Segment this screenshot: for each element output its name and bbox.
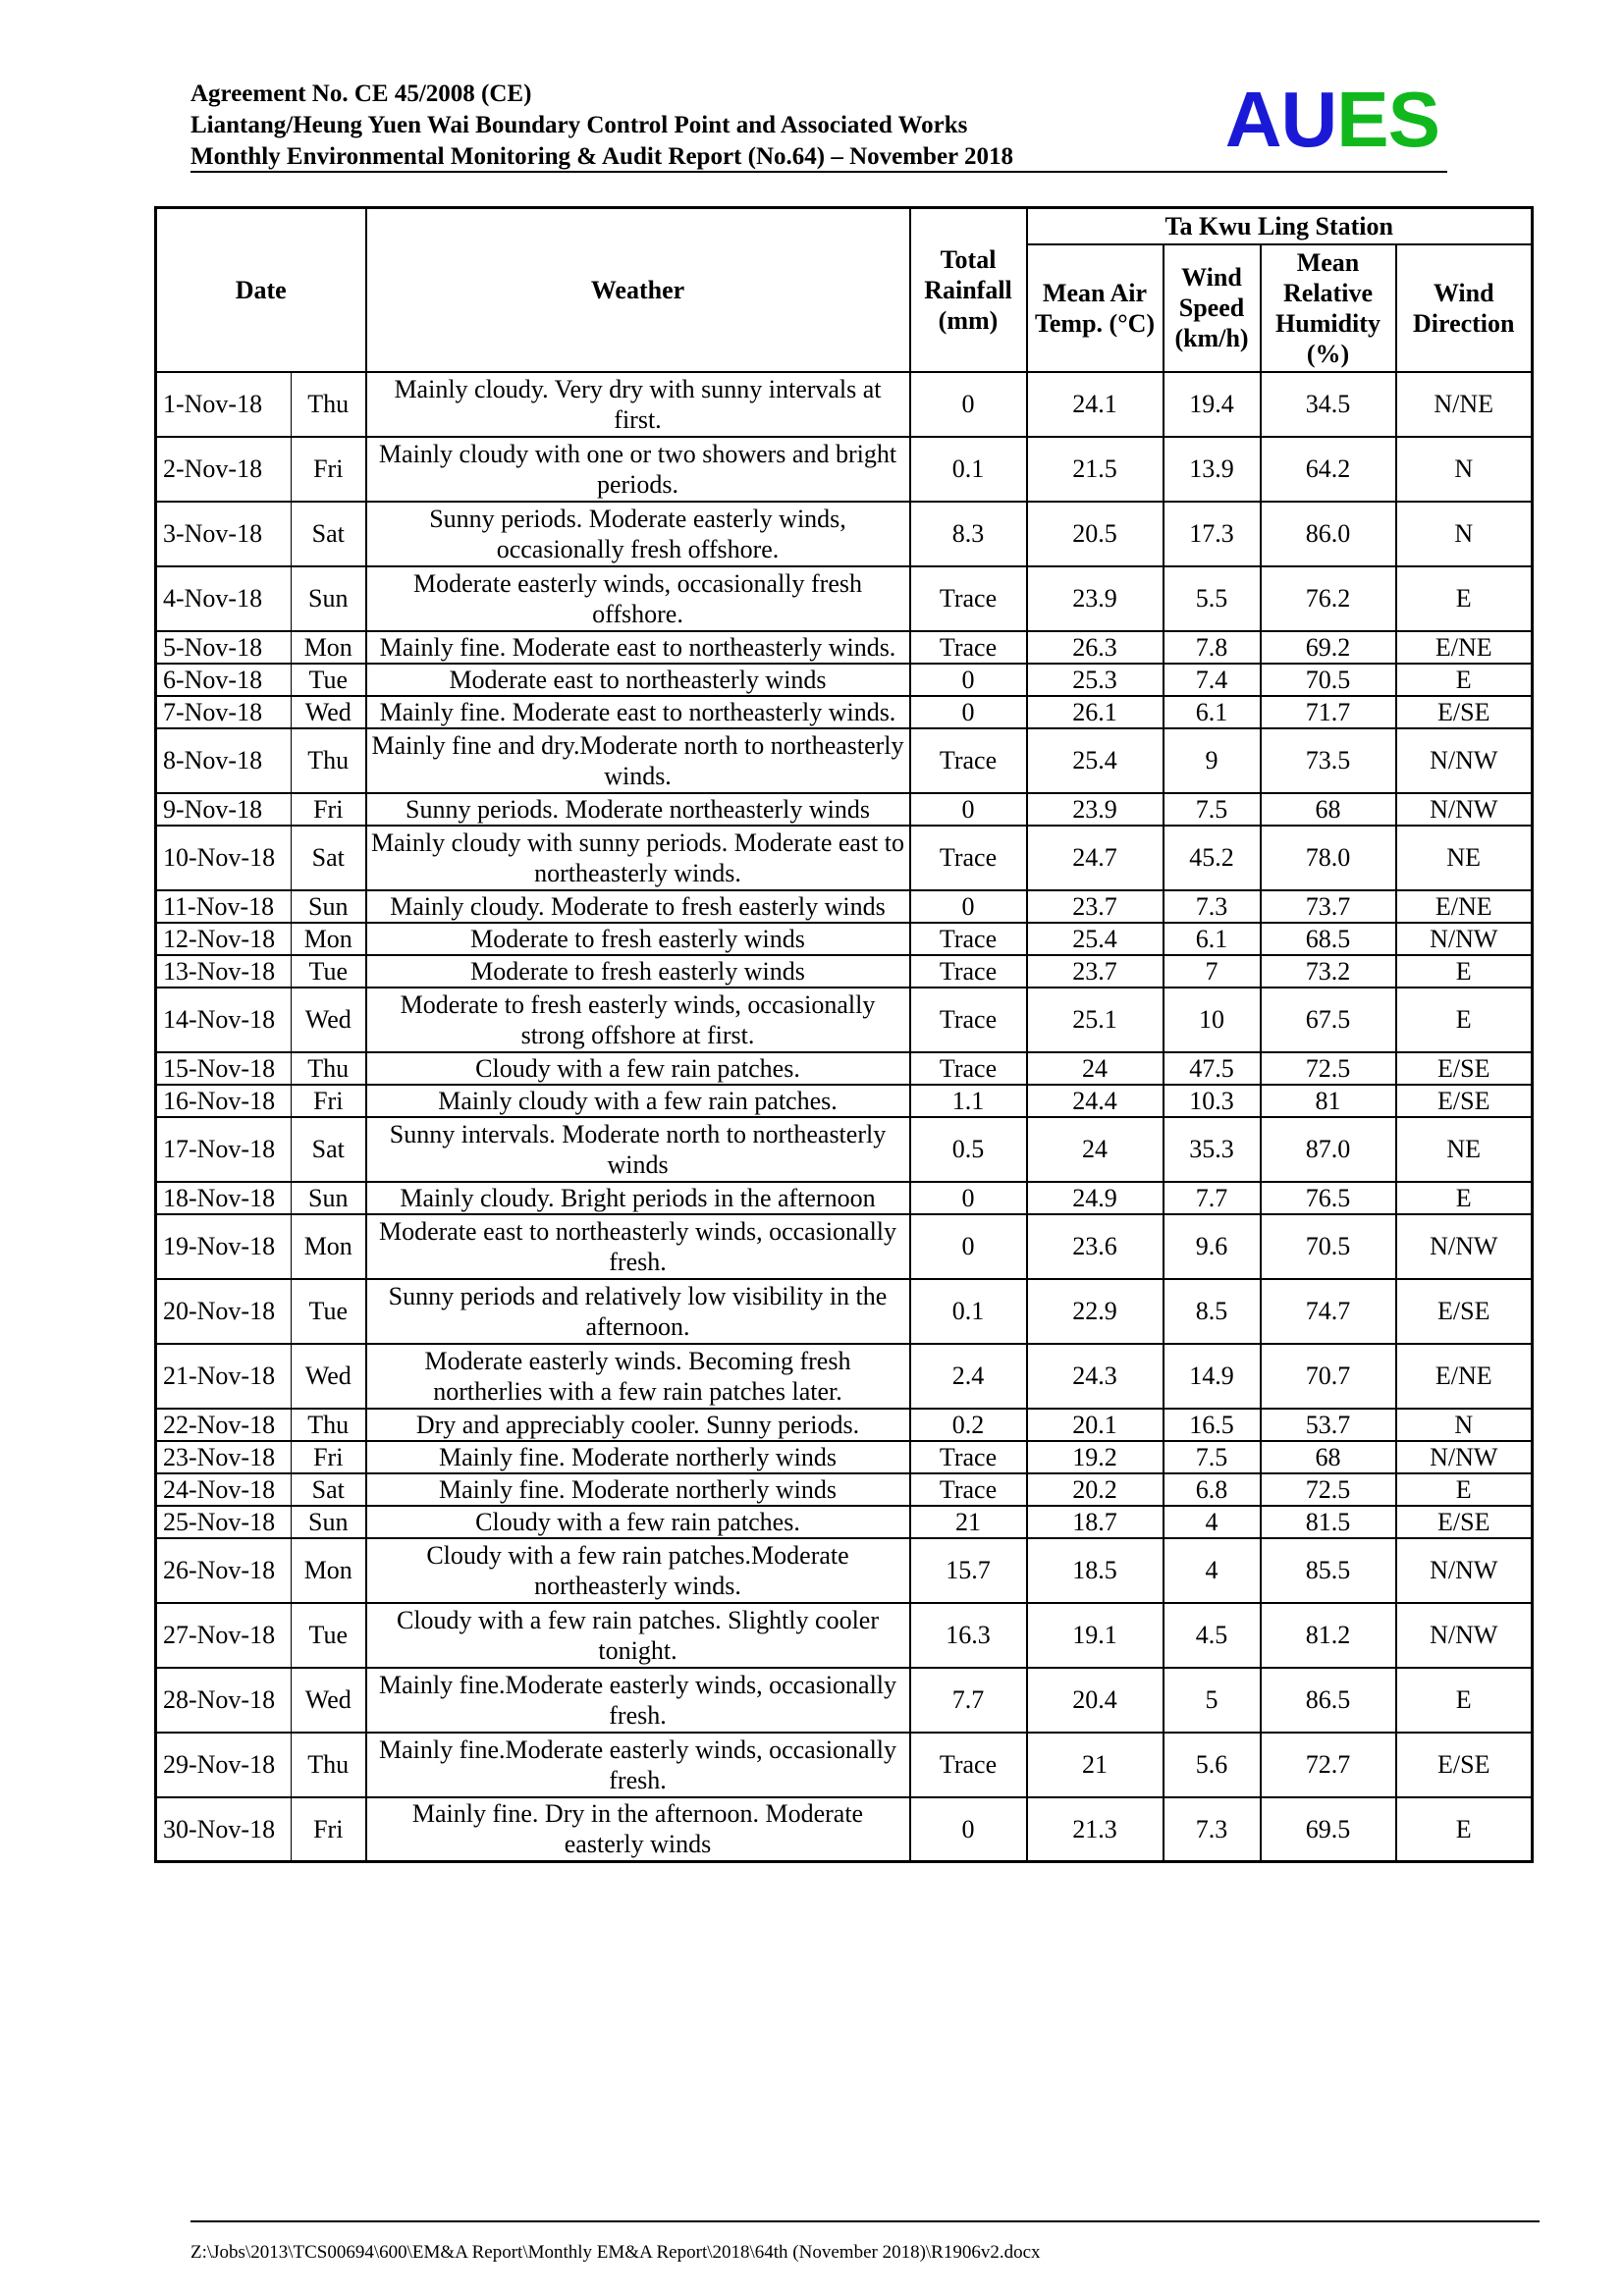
wind-direction-cell: N bbox=[1396, 1409, 1533, 1441]
table-row bbox=[156, 372, 1533, 437]
date-cell: 10-Nov-18 bbox=[156, 826, 292, 890]
day-cell: Wed bbox=[292, 1668, 366, 1733]
rainfall-cell: 2.4 bbox=[910, 1344, 1027, 1409]
table-row bbox=[156, 923, 1533, 955]
wind-direction-cell: E bbox=[1396, 1182, 1533, 1214]
humidity-cell: 81.5 bbox=[1261, 1506, 1396, 1538]
day-cell: Tue bbox=[292, 1603, 366, 1668]
wind-speed-cell: 7.7 bbox=[1164, 1182, 1261, 1214]
temp-cell: 24.1 bbox=[1027, 372, 1164, 437]
rainfall-cell: 0.2 bbox=[910, 1409, 1027, 1441]
date-cell: 28-Nov-18 bbox=[156, 1668, 292, 1733]
weather-cell: Sunny periods. Moderate northeasterly winds bbox=[366, 793, 910, 826]
wind-speed-cell: 5 bbox=[1164, 1668, 1261, 1733]
weather-cell: Moderate east to northeasterly winds bbox=[366, 664, 910, 696]
weather-cell: Mainly cloudy. Moderate to fresh easterly winds bbox=[366, 890, 910, 923]
weather-cell: Mainly fine. Moderate east to northeasterly winds. bbox=[366, 631, 910, 664]
wind-speed-cell: 7.3 bbox=[1164, 890, 1261, 923]
table-row bbox=[156, 1117, 1533, 1182]
rainfall-cell: 0.5 bbox=[910, 1117, 1027, 1182]
table-row bbox=[156, 1214, 1533, 1279]
date-cell: 5-Nov-18 bbox=[156, 631, 292, 664]
rainfall-cell: 0 bbox=[910, 1214, 1027, 1279]
wind-direction-cell: N bbox=[1396, 502, 1533, 566]
day-cell: Wed bbox=[292, 696, 366, 728]
wind-direction-cell: N bbox=[1396, 437, 1533, 502]
day-cell: Wed bbox=[292, 1344, 366, 1409]
logo-text-blue: AU bbox=[1224, 76, 1337, 163]
temp-cell: 20.4 bbox=[1027, 1668, 1164, 1733]
wind-direction-cell: N/NW bbox=[1396, 793, 1533, 826]
weather-cell: Sunny periods and relatively low visibility in the afternoon. bbox=[366, 1279, 910, 1344]
aues-logo bbox=[1224, 76, 1439, 163]
temp-cell: 19.2 bbox=[1027, 1441, 1164, 1473]
wind-direction-cell: E/SE bbox=[1396, 1733, 1533, 1797]
humidity-cell: 73.2 bbox=[1261, 955, 1396, 988]
table-row bbox=[156, 793, 1533, 826]
temp-cell: 25.1 bbox=[1027, 988, 1164, 1052]
humidity-cell: 68.5 bbox=[1261, 923, 1396, 955]
date-cell: 1-Nov-18 bbox=[156, 372, 292, 437]
wind-direction-cell: NE bbox=[1396, 826, 1533, 890]
day-cell: Tue bbox=[292, 955, 366, 988]
date-cell: 23-Nov-18 bbox=[156, 1441, 292, 1473]
date-cell: 15-Nov-18 bbox=[156, 1052, 292, 1085]
weather-cell: Cloudy with a few rain patches. bbox=[366, 1052, 910, 1085]
day-cell: Wed bbox=[292, 988, 366, 1052]
day-cell: Mon bbox=[292, 1538, 366, 1603]
wind-direction-cell: E/SE bbox=[1396, 1052, 1533, 1085]
table-row bbox=[156, 728, 1533, 793]
rainfall-cell: 0.1 bbox=[910, 437, 1027, 502]
day-cell: Fri bbox=[292, 1797, 366, 1862]
weather-cell: Mainly fine. Dry in the afternoon. Moderate easterly winds bbox=[366, 1797, 910, 1862]
weather-cell: Dry and appreciably cooler. Sunny periods. bbox=[366, 1409, 910, 1441]
temp-cell: 24 bbox=[1027, 1117, 1164, 1182]
weather-cell: Cloudy with a few rain patches. Slightly cooler tonight. bbox=[366, 1603, 910, 1668]
day-cell: Sat bbox=[292, 502, 366, 566]
humidity-cell: 64.2 bbox=[1261, 437, 1396, 502]
day-cell: Sun bbox=[292, 890, 366, 923]
rainfall-cell: 0.1 bbox=[910, 1279, 1027, 1344]
humidity-cell: 70.7 bbox=[1261, 1344, 1396, 1409]
rainfall-cell: 0 bbox=[910, 1182, 1027, 1214]
humidity-cell: 53.7 bbox=[1261, 1409, 1396, 1441]
table-row bbox=[156, 955, 1533, 988]
date-cell: 17-Nov-18 bbox=[156, 1117, 292, 1182]
wind-direction-cell: N/NW bbox=[1396, 1441, 1533, 1473]
temp-cell: 24.4 bbox=[1027, 1085, 1164, 1117]
humidity-cell: 76.2 bbox=[1261, 566, 1396, 631]
rainfall-cell: Trace bbox=[910, 955, 1027, 988]
weather-cell: Mainly fine.Moderate easterly winds, occasionally fresh. bbox=[366, 1733, 910, 1797]
table-row bbox=[156, 437, 1533, 502]
day-cell: Thu bbox=[292, 1052, 366, 1085]
day-cell: Sun bbox=[292, 566, 366, 631]
rainfall-cell: 0 bbox=[910, 793, 1027, 826]
temp-cell: 22.9 bbox=[1027, 1279, 1164, 1344]
rainfall-cell: 0 bbox=[910, 890, 1027, 923]
table-row bbox=[156, 1506, 1533, 1538]
weather-cell: Mainly cloudy with sunny periods. Moderate east to northeasterly winds. bbox=[366, 826, 910, 890]
humidity-cell: 74.7 bbox=[1261, 1279, 1396, 1344]
wind-speed-cell: 6.1 bbox=[1164, 923, 1261, 955]
wind-direction-cell: N/NW bbox=[1396, 923, 1533, 955]
weather-cell: Mainly fine and dry.Moderate north to northeasterly winds. bbox=[366, 728, 910, 793]
wind-speed-cell: 6.1 bbox=[1164, 696, 1261, 728]
table-row bbox=[156, 1797, 1533, 1862]
temp-cell: 23.6 bbox=[1027, 1214, 1164, 1279]
wind-speed-cell: 35.3 bbox=[1164, 1117, 1261, 1182]
weather-cell: Cloudy with a few rain patches. bbox=[366, 1506, 910, 1538]
wind-direction-cell: E bbox=[1396, 955, 1533, 988]
table-row bbox=[156, 1538, 1533, 1603]
rainfall-cell: Trace bbox=[910, 631, 1027, 664]
weather-cell: Sunny periods. Moderate easterly winds, occasionally fresh offshore. bbox=[366, 502, 910, 566]
rainfall-cell: 8.3 bbox=[910, 502, 1027, 566]
wind-direction-cell: E/SE bbox=[1396, 1085, 1533, 1117]
humidity-cell: 70.5 bbox=[1261, 1214, 1396, 1279]
weather-cell: Mainly cloudy. Very dry with sunny intervals at first. bbox=[366, 372, 910, 437]
wind-direction-cell: E bbox=[1396, 1797, 1533, 1862]
wind-speed-cell: 7.5 bbox=[1164, 793, 1261, 826]
day-cell: Sat bbox=[292, 1117, 366, 1182]
wind-direction-cell: E bbox=[1396, 566, 1533, 631]
humidity-cell: 70.5 bbox=[1261, 664, 1396, 696]
wind-direction-cell: N/NW bbox=[1396, 1538, 1533, 1603]
temp-cell: 20.1 bbox=[1027, 1409, 1164, 1441]
rainfall-cell: 0 bbox=[910, 1797, 1027, 1862]
table-row bbox=[156, 1344, 1533, 1409]
day-cell: Tue bbox=[292, 1279, 366, 1344]
temp-cell: 25.3 bbox=[1027, 664, 1164, 696]
wind-direction-cell: N/NW bbox=[1396, 1214, 1533, 1279]
date-cell: 22-Nov-18 bbox=[156, 1409, 292, 1441]
humidity-cell: 86.5 bbox=[1261, 1668, 1396, 1733]
table-row bbox=[156, 1279, 1533, 1344]
temp-cell: 24.3 bbox=[1027, 1344, 1164, 1409]
weather-cell: Mainly cloudy with one or two showers and bright periods. bbox=[366, 437, 910, 502]
header-station: Ta Kwu Ling Station bbox=[1027, 208, 1533, 244]
rainfall-cell: 0 bbox=[910, 372, 1027, 437]
wind-speed-cell: 5.6 bbox=[1164, 1733, 1261, 1797]
table-row bbox=[156, 1085, 1533, 1117]
date-cell: 16-Nov-18 bbox=[156, 1085, 292, 1117]
weather-cell: Mainly fine. Moderate northerly winds bbox=[366, 1473, 910, 1506]
wind-speed-cell: 7.8 bbox=[1164, 631, 1261, 664]
day-cell: Mon bbox=[292, 923, 366, 955]
rainfall-cell: 16.3 bbox=[910, 1603, 1027, 1668]
date-cell: 13-Nov-18 bbox=[156, 955, 292, 988]
table-row bbox=[156, 988, 1533, 1052]
table-row bbox=[156, 1473, 1533, 1506]
temp-cell: 18.5 bbox=[1027, 1538, 1164, 1603]
temp-cell: 20.2 bbox=[1027, 1473, 1164, 1506]
rainfall-cell: 0 bbox=[910, 664, 1027, 696]
weather-table bbox=[154, 206, 1534, 1863]
temp-cell: 19.1 bbox=[1027, 1603, 1164, 1668]
temp-cell: 26.1 bbox=[1027, 696, 1164, 728]
humidity-cell: 86.0 bbox=[1261, 502, 1396, 566]
wind-speed-cell: 7.4 bbox=[1164, 664, 1261, 696]
weather-cell: Cloudy with a few rain patches.Moderate northeasterly winds. bbox=[366, 1538, 910, 1603]
table-body bbox=[156, 372, 1533, 1862]
wind-direction-cell: E bbox=[1396, 1473, 1533, 1506]
wind-speed-cell: 13.9 bbox=[1164, 437, 1261, 502]
date-cell: 11-Nov-18 bbox=[156, 890, 292, 923]
date-cell: 19-Nov-18 bbox=[156, 1214, 292, 1279]
header-date: Date bbox=[156, 208, 366, 372]
weather-cell: Moderate easterly winds. Becoming fresh northerlies with a few rain patches later. bbox=[366, 1344, 910, 1409]
project-title: Liantang/Heung Yuen Wai Boundary Control Point and Associated Works bbox=[190, 112, 968, 138]
table-row bbox=[156, 1733, 1533, 1797]
day-cell: Sun bbox=[292, 1506, 366, 1538]
temp-cell: 24.9 bbox=[1027, 1182, 1164, 1214]
header-wind-speed: Wind Speed (km/h) bbox=[1164, 244, 1261, 372]
table-row bbox=[156, 1182, 1533, 1214]
rainfall-cell: Trace bbox=[910, 1733, 1027, 1797]
rainfall-cell: Trace bbox=[910, 1441, 1027, 1473]
humidity-cell: 76.5 bbox=[1261, 1182, 1396, 1214]
weather-cell: Mainly cloudy. Bright periods in the afternoon bbox=[366, 1182, 910, 1214]
temp-cell: 18.7 bbox=[1027, 1506, 1164, 1538]
date-cell: 8-Nov-18 bbox=[156, 728, 292, 793]
humidity-cell: 69.2 bbox=[1261, 631, 1396, 664]
weather-cell: Moderate to fresh easterly winds bbox=[366, 955, 910, 988]
day-cell: Thu bbox=[292, 1733, 366, 1797]
day-cell: Sat bbox=[292, 826, 366, 890]
day-cell: Sun bbox=[292, 1182, 366, 1214]
header-rainfall: Total Rainfall (mm) bbox=[910, 208, 1027, 372]
wind-speed-cell: 6.8 bbox=[1164, 1473, 1261, 1506]
weather-cell: Mainly cloudy with a few rain patches. bbox=[366, 1085, 910, 1117]
day-cell: Tue bbox=[292, 664, 366, 696]
date-cell: 29-Nov-18 bbox=[156, 1733, 292, 1797]
wind-speed-cell: 8.5 bbox=[1164, 1279, 1261, 1344]
wind-direction-cell: N/NW bbox=[1396, 728, 1533, 793]
weather-cell: Moderate to fresh easterly winds bbox=[366, 923, 910, 955]
rainfall-cell: Trace bbox=[910, 566, 1027, 631]
humidity-cell: 81 bbox=[1261, 1085, 1396, 1117]
weather-cell: Moderate easterly winds, occasionally fresh offshore. bbox=[366, 566, 910, 631]
rainfall-cell: Trace bbox=[910, 1052, 1027, 1085]
rainfall-cell: Trace bbox=[910, 988, 1027, 1052]
logo-text-green: ES bbox=[1336, 76, 1439, 163]
date-cell: 27-Nov-18 bbox=[156, 1603, 292, 1668]
humidity-cell: 85.5 bbox=[1261, 1538, 1396, 1603]
report-header bbox=[190, 76, 1447, 171]
wind-speed-cell: 10.3 bbox=[1164, 1085, 1261, 1117]
day-cell: Fri bbox=[292, 437, 366, 502]
wind-speed-cell: 9 bbox=[1164, 728, 1261, 793]
wind-direction-cell: E/SE bbox=[1396, 1506, 1533, 1538]
header-temp: Mean Air Temp. (°C) bbox=[1027, 244, 1164, 372]
table-row bbox=[156, 502, 1533, 566]
wind-direction-cell: E bbox=[1396, 988, 1533, 1052]
humidity-cell: 73.5 bbox=[1261, 728, 1396, 793]
temp-cell: 21.3 bbox=[1027, 1797, 1164, 1862]
header-rule bbox=[190, 171, 1447, 173]
humidity-cell: 73.7 bbox=[1261, 890, 1396, 923]
header-weather: Weather bbox=[366, 208, 910, 372]
date-cell: 7-Nov-18 bbox=[156, 696, 292, 728]
date-cell: 12-Nov-18 bbox=[156, 923, 292, 955]
humidity-cell: 72.7 bbox=[1261, 1733, 1396, 1797]
date-cell: 18-Nov-18 bbox=[156, 1182, 292, 1214]
wind-speed-cell: 4 bbox=[1164, 1538, 1261, 1603]
wind-speed-cell: 17.3 bbox=[1164, 502, 1261, 566]
wind-speed-cell: 5.5 bbox=[1164, 566, 1261, 631]
date-cell: 6-Nov-18 bbox=[156, 664, 292, 696]
weather-cell: Sunny intervals. Moderate north to northeasterly winds bbox=[366, 1117, 910, 1182]
rainfall-cell: Trace bbox=[910, 728, 1027, 793]
table-row bbox=[156, 1409, 1533, 1441]
date-cell: 20-Nov-18 bbox=[156, 1279, 292, 1344]
humidity-cell: 87.0 bbox=[1261, 1117, 1396, 1182]
rainfall-cell: 7.7 bbox=[910, 1668, 1027, 1733]
temp-cell: 23.9 bbox=[1027, 793, 1164, 826]
day-cell: Mon bbox=[292, 631, 366, 664]
rainfall-cell: 21 bbox=[910, 1506, 1027, 1538]
wind-direction-cell: E bbox=[1396, 664, 1533, 696]
wind-speed-cell: 16.5 bbox=[1164, 1409, 1261, 1441]
temp-cell: 24 bbox=[1027, 1052, 1164, 1085]
table-row bbox=[156, 631, 1533, 664]
weather-cell: Mainly fine. Moderate east to northeasterly winds. bbox=[366, 696, 910, 728]
weather-cell: Mainly fine.Moderate easterly winds, occasionally fresh. bbox=[366, 1668, 910, 1733]
humidity-cell: 72.5 bbox=[1261, 1052, 1396, 1085]
wind-speed-cell: 10 bbox=[1164, 988, 1261, 1052]
wind-direction-cell: E/SE bbox=[1396, 1279, 1533, 1344]
footer bbox=[190, 2220, 1540, 2263]
wind-direction-cell: N/NW bbox=[1396, 1603, 1533, 1668]
temp-cell: 21 bbox=[1027, 1733, 1164, 1797]
table-row bbox=[156, 664, 1533, 696]
header-wind-direction: Wind Direction bbox=[1396, 244, 1533, 372]
day-cell: Fri bbox=[292, 1085, 366, 1117]
wind-speed-cell: 4.5 bbox=[1164, 1603, 1261, 1668]
date-cell: 14-Nov-18 bbox=[156, 988, 292, 1052]
table-row bbox=[156, 1441, 1533, 1473]
rainfall-cell: 1.1 bbox=[910, 1085, 1027, 1117]
date-cell: 3-Nov-18 bbox=[156, 502, 292, 566]
table-row bbox=[156, 890, 1533, 923]
date-cell: 2-Nov-18 bbox=[156, 437, 292, 502]
humidity-cell: 72.5 bbox=[1261, 1473, 1396, 1506]
wind-speed-cell: 14.9 bbox=[1164, 1344, 1261, 1409]
temp-cell: 23.9 bbox=[1027, 566, 1164, 631]
date-cell: 26-Nov-18 bbox=[156, 1538, 292, 1603]
wind-direction-cell: E/NE bbox=[1396, 1344, 1533, 1409]
wind-speed-cell: 45.2 bbox=[1164, 826, 1261, 890]
wind-direction-cell: E/NE bbox=[1396, 631, 1533, 664]
date-cell: 21-Nov-18 bbox=[156, 1344, 292, 1409]
table-row bbox=[156, 696, 1533, 728]
date-cell: 25-Nov-18 bbox=[156, 1506, 292, 1538]
temp-cell: 24.7 bbox=[1027, 826, 1164, 890]
day-cell: Thu bbox=[292, 372, 366, 437]
day-cell: Thu bbox=[292, 728, 366, 793]
rainfall-cell: 0 bbox=[910, 696, 1027, 728]
rainfall-cell: Trace bbox=[910, 1473, 1027, 1506]
wind-speed-cell: 47.5 bbox=[1164, 1052, 1261, 1085]
report-title: Monthly Environmental Monitoring & Audit Report (No.64) – November 2018 bbox=[190, 143, 1013, 170]
temp-cell: 21.5 bbox=[1027, 437, 1164, 502]
temp-cell: 23.7 bbox=[1027, 955, 1164, 988]
day-cell: Mon bbox=[292, 1214, 366, 1279]
agreement-number: Agreement No. CE 45/2008 (CE) bbox=[190, 80, 532, 107]
date-cell: 24-Nov-18 bbox=[156, 1473, 292, 1506]
temp-cell: 20.5 bbox=[1027, 502, 1164, 566]
humidity-cell: 68 bbox=[1261, 793, 1396, 826]
rainfall-cell: Trace bbox=[910, 826, 1027, 890]
rainfall-cell: 15.7 bbox=[910, 1538, 1027, 1603]
wind-speed-cell: 7.3 bbox=[1164, 1797, 1261, 1862]
temp-cell: 25.4 bbox=[1027, 728, 1164, 793]
humidity-cell: 69.5 bbox=[1261, 1797, 1396, 1862]
wind-direction-cell: E bbox=[1396, 1668, 1533, 1733]
wind-speed-cell: 7.5 bbox=[1164, 1441, 1261, 1473]
table-row bbox=[156, 826, 1533, 890]
wind-speed-cell: 9.6 bbox=[1164, 1214, 1261, 1279]
day-cell: Sat bbox=[292, 1473, 366, 1506]
weather-cell: Moderate to fresh easterly winds, occasionally strong offshore at first. bbox=[366, 988, 910, 1052]
temp-cell: 23.7 bbox=[1027, 890, 1164, 923]
wind-direction-cell: E/NE bbox=[1396, 890, 1533, 923]
date-cell: 30-Nov-18 bbox=[156, 1797, 292, 1862]
table-row bbox=[156, 1668, 1533, 1733]
humidity-cell: 34.5 bbox=[1261, 372, 1396, 437]
humidity-cell: 68 bbox=[1261, 1441, 1396, 1473]
table-row bbox=[156, 566, 1533, 631]
wind-speed-cell: 7 bbox=[1164, 955, 1261, 988]
wind-speed-cell: 19.4 bbox=[1164, 372, 1261, 437]
header-humidity: Mean Relative Humidity (%) bbox=[1261, 244, 1396, 372]
weather-cell: Moderate east to northeasterly winds, occasionally fresh. bbox=[366, 1214, 910, 1279]
wind-direction-cell: NE bbox=[1396, 1117, 1533, 1182]
humidity-cell: 78.0 bbox=[1261, 826, 1396, 890]
temp-cell: 26.3 bbox=[1027, 631, 1164, 664]
rainfall-cell: Trace bbox=[910, 923, 1027, 955]
header-text bbox=[190, 79, 1013, 173]
table-row bbox=[156, 1052, 1533, 1085]
humidity-cell: 67.5 bbox=[1261, 988, 1396, 1052]
day-cell: Fri bbox=[292, 1441, 366, 1473]
humidity-cell: 81.2 bbox=[1261, 1603, 1396, 1668]
date-cell: 9-Nov-18 bbox=[156, 793, 292, 826]
table-row bbox=[156, 1603, 1533, 1668]
day-cell: Thu bbox=[292, 1409, 366, 1441]
weather-cell: Mainly fine. Moderate northerly winds bbox=[366, 1441, 910, 1473]
humidity-cell: 71.7 bbox=[1261, 696, 1396, 728]
file-path: Z:\Jobs\2013\TCS00694\600\EM&A Report\Monthly EM&A Report\2018\64th (November 2018)\R1906v2.docx bbox=[190, 2242, 1041, 2263]
wind-speed-cell: 4 bbox=[1164, 1506, 1261, 1538]
wind-direction-cell: E/SE bbox=[1396, 696, 1533, 728]
wind-direction-cell: N/NE bbox=[1396, 372, 1533, 437]
day-cell: Fri bbox=[292, 793, 366, 826]
date-cell: 4-Nov-18 bbox=[156, 566, 292, 631]
temp-cell: 25.4 bbox=[1027, 923, 1164, 955]
